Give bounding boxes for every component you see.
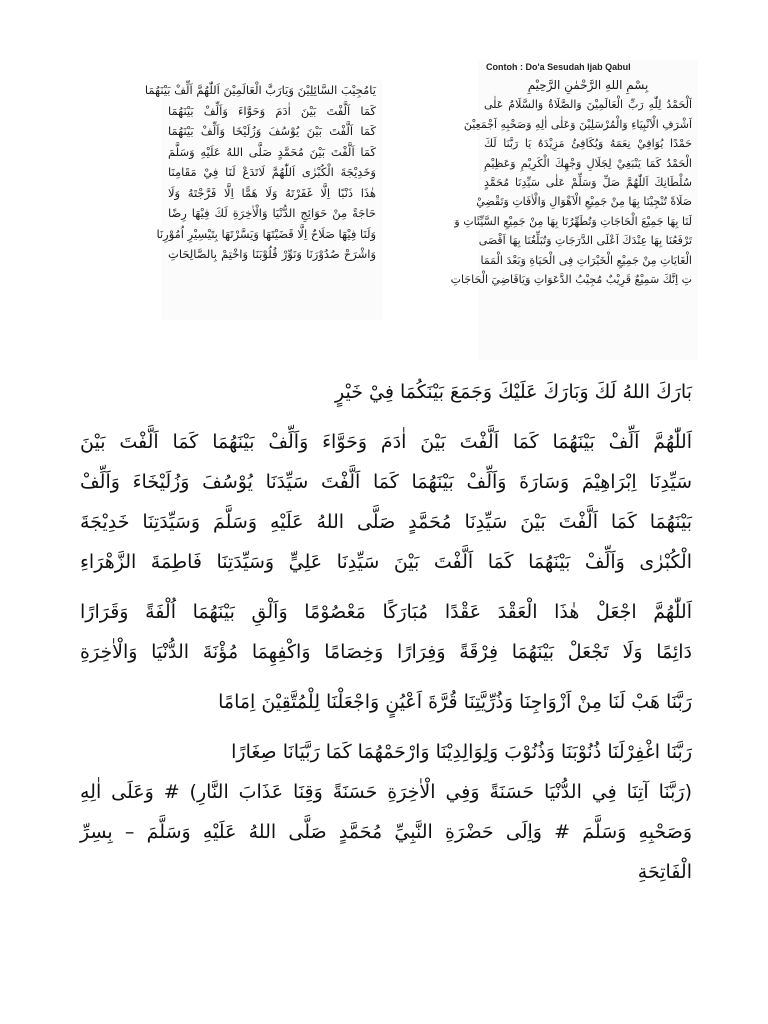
prayer-line: (رَبَّنَا آتِنَا فِي الدُّنْيَا حَسَنَةً وَفِي الْاٰخِرَةِ حَسَنَةً وَقِنَا عَذَابَ النَّارِ) # وَعَلَى اٰلِهِ (80, 781, 692, 803)
handwritten-line: الْغَايَاتِ مِنْ جَمِيْعِ الْخَيْرَاتِ فِى الْحَيَاةِ وَبَعْدَ الْمَمَا (480, 253, 692, 267)
handwritten-line: وَخَدِيْجَةَ الْكُبْرٰى اَللّٰهُمَّ لَاتَدَعْ لَنَا فِيْ مَقَامِنَا (168, 165, 376, 179)
paragraph-gap (80, 582, 692, 592)
prayer-line: اَللّٰهُمَّ اجْعَلْ هٰذَا الْعَقْدَ عَقْدًا مُبَارَكًا مَعْصُوْمًا وَاَلْقِ بَيْنَهُمَا اُلْفَةً وَقَرَارًا (80, 601, 692, 623)
handwritten-prayer-scan-left (144, 80, 382, 320)
handwritten-line: حَمْدًا يُوَافِيْ نِعَمَهُ وَيُكَافِئُ مَزِيْدَهُ يَا رَبَّنَا لَكَ (484, 137, 692, 151)
handwritten-line: الْحَمْدُ كَمَا يَنْبَغِيْ لِجَلَالِ وَجْهِكَ الْكَرِيْمِ وَعَظِيْمِ (484, 156, 692, 170)
barakallah-line: بَارَكَ اللهُ لَكَ وَبَارَكَ عَلَيْكَ وَجَمَعَ بَيْنَكُمَا فِيْ خَيْرٍ (335, 381, 692, 403)
scan-caption: Contoh : Do'a Sesudah Ijab Qabul (486, 62, 631, 72)
prayer-line: رَبَّنَا اغْفِرْلَنَا ذُنُوْبَنَا وَذُنُوْبَ وَلِوَالِدِيْنَا وَارْحَمْهُمَا كَمَا رَبَّيَانَا صِغَارًا (231, 741, 692, 763)
prayer-line: سَيِّدِنَا اِبْرَاهِيْمَ وَسَارَةَ وَاَلِّفْ بَيْنَهُمَا كَمَا اَلَّفْتَ سَيِّدَنَا يُوْسُفَ وَزُلَيْخَاءَ وَاَلِّفْ (80, 471, 692, 493)
handwritten-line: كَمَا اَلَّفْتَ بَيْنَ مُحَمَّدٍ صَلَّى اللهُ عَلَيْهِ وَسَلَّمَ (168, 144, 376, 159)
prayer-line-fatihah: الْفَاتِحَةِ (637, 861, 692, 883)
handwritten-line: وَلَنَا فِيْهَا صَلَاحٌ اِلَّا قَضَيْتَهَا وَيَسَّرْتَهَا بِتَيْسِيْرِ اُمُوْرِنَا (156, 226, 376, 241)
prayer-line: الْكُبْرٰى وَاَلِّفْ بَيْنَهُمَا كَمَا اَلَّفْتَ بَيْنَ سَيِّدِنَا عَلِيٍّ وَسَيِّدَتِنَا فَاطِمَةَ الزَّهْرَاءِ (80, 551, 692, 573)
paragraph-gap (80, 722, 692, 732)
handwritten-line: لَنَا بِهَا جَمِيْعَ الْحَاجَاتِ وَتُطَهِّرُنَا بِهَا مِنْ جَمِيْعِ السَّيِّئَاتِ وَ (454, 214, 692, 228)
prayer-line: اَللّٰهُمَّ اَلِّفْ بَيْنَهُمَا كَمَا اَلَّفْتَ بَيْنَ اٰدَمَ وَحَوَّاءَ وَاَلِّفْ بَيْنَهُمَا كَمَا اَلَّفْتَ بَيْنَ (80, 431, 692, 453)
handwritten-line: وَاشْرَحْ صُدُوْرَنَا وَنَوِّرْ قُلُوْبَنَا وَاخْتِمْ بِالصَّالِحَاتِ (168, 247, 376, 261)
handwritten-line: كَمَا اَلَّفْتَ بَيْنَ يُوْسُفَ وَزُلَيْخَا وَاَلِّفْ بَيْنَهُمَا (168, 124, 376, 138)
handwritten-line: هٰذَا ذَنْبًا اِلَّا غَفَرْتَهُ وَلَا هَمًّا اِلَّا فَرَّجْتَهُ وَلَا (168, 185, 376, 200)
printed-prayer-text (80, 372, 692, 892)
paragraph-gap (80, 672, 692, 682)
handwritten-line: اَشْرَفِ الْاَنْبِيَاءِ وَالْمُرْسَلِيْنَ وَعَلٰى اٰلِهِ وَصَحْبِهِ اَجْمَعِيْنَ (463, 117, 692, 131)
handwritten-line: تَرْفَعُنَا بِهَا عِنْدَكَ اَعْلَى الدَّرَجَاتِ وَتُبَلِّغُنَا بِهَا اَقْصَى (478, 234, 692, 248)
prayer-line: دَائِمًا وَلَا تَجْعَلْ بَيْنَهُمَا فِرْقَةً وَفِرَارًا وَخِصَامًا وَاكْفِهِمَا مُؤْنَةَ الدُّنْيَا وَالْاٰخِرَةِ (80, 641, 692, 663)
handwritten-line: حَاجَةً مِنْ حَوَائِجِ الدُّنْيَا وَالْاٰخِرَةِ لَكَ فِيْهَا رِضًا (168, 206, 376, 220)
prayer-line: وَصَحْبِهِ وَسَلَّمَ # وَاِلَى حَضْرَةِ النَّبِيِّ مُحَمَّدٍ صَلَّى اللهُ عَلَيْهِ وَسَلَّمَ – بِسِرِّ (80, 821, 692, 843)
paragraph-gap (80, 412, 692, 422)
prayer-line: بَيْنَهُمَا كَمَا اَلَّفْتَ بَيْنَ سَيِّدِنَا مُحَمَّدٍ صَلَّى اللهُ عَلَيْهِ وَسَلَّمَ وَسَيِّدَتِنَا خَدِيْجَةَ (80, 511, 692, 533)
handwritten-line: صَلَاةً تُنْجِيْنَا بِهَا مِنْ جَمِيْعِ الْاَهْوَالِ وَالْاٰفَاتِ وَتَقْضِيْ (476, 195, 692, 209)
handwritten-line: كَمَا اَلَّفْتَ بَيْنَ اٰدَمَ وَحَوَّاءَ وَاَلِّفْ بَيْنَهُمَا (168, 103, 376, 118)
prayer-line: رَبَّنَا هَبْ لَنَا مِنْ اَزْوَاجِنَا وَذُرِّيَّتِنَا قُرَّةَ اَعْيُنٍ وَاجْعَلْنَا لِلْمُتَّقِيْنَ اِمَامًا (218, 691, 692, 713)
handwritten-line: سُلْطَانِكَ اَللّٰهُمَّ صَلِّ وَسَلِّمْ عَلٰى سَيِّدِنَا مُحَمَّدٍ (484, 176, 692, 190)
handwritten-basmalah: بِسْمِ اللهِ الرَّحْمٰنِ الرَّحِيْمِ (527, 78, 649, 92)
handwritten-line: يَامُجِيْبَ السَّائِلِيْنَ وَيَارَبَّ الْعَالَمِيْنَ اَللّٰهُمَّ اَلِّفْ بَيْنَهُمَا (144, 83, 376, 97)
handwritten-line: تِ اِنَّكَ سَمِيْعٌ قَرِيْبٌ مُجِيْبُ الدَّعَوَاتِ وَيَاقَاضِيَ الْحَاجَاتِ (450, 273, 692, 287)
handwritten-line: اَلْحَمْدُ لِلّٰهِ رَبِّ الْعَالَمِيْنَ وَالصَّلَاةُ وَالسَّلَامُ عَلٰى (484, 98, 692, 112)
handwritten-prayer-scan-right (450, 60, 698, 360)
